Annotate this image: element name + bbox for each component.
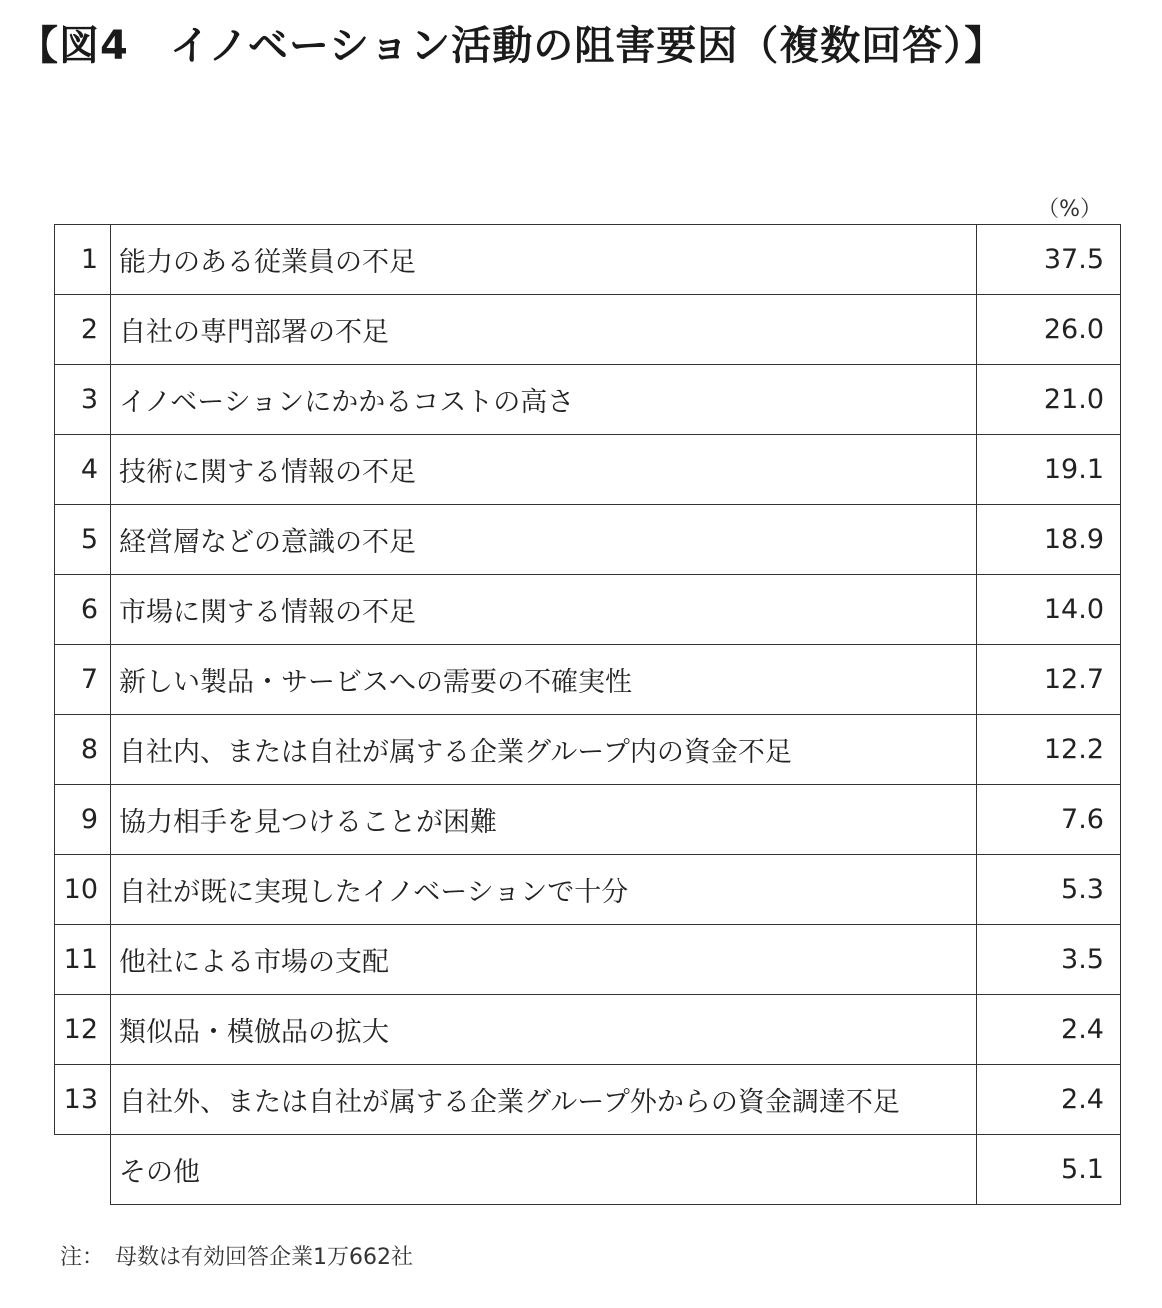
- table-row: [55, 505, 1121, 575]
- row-label: イノベーションにかかるコストの高さ: [111, 365, 977, 435]
- row-value: 26.0: [977, 295, 1121, 365]
- table-row: [55, 365, 1121, 435]
- row-number: 6: [55, 575, 111, 645]
- row-label: 自社が既に実現したイノベーションで十分: [111, 855, 977, 925]
- row-number: 3: [55, 365, 111, 435]
- row-label: 自社の専門部署の不足: [111, 295, 977, 365]
- row-label: 経営層などの意識の不足: [111, 505, 977, 575]
- row-value: 5.3: [977, 855, 1121, 925]
- row-number: 9: [55, 785, 111, 855]
- row-label: 能力のある従業員の不足: [111, 225, 977, 295]
- figure-title: 【図4 イノベーション活動の阻害要因（複数回答）】: [18, 23, 1006, 69]
- table-row: [55, 925, 1121, 995]
- row-label: 技術に関する情報の不足: [111, 435, 977, 505]
- row-value: 7.6: [977, 785, 1121, 855]
- table-row-other: [55, 1135, 1121, 1205]
- row-value: 12.7: [977, 645, 1121, 715]
- row-label: 市場に関する情報の不足: [111, 575, 977, 645]
- table-row: [55, 225, 1121, 295]
- row-value: 14.0: [977, 575, 1121, 645]
- row-number: 5: [55, 505, 111, 575]
- obstacles-table: [54, 224, 1121, 1205]
- table-row: [55, 645, 1121, 715]
- row-number: 2: [55, 295, 111, 365]
- unit-label: （%）: [1037, 197, 1102, 222]
- table-row: [55, 715, 1121, 785]
- footnote: 注： 母数は有効回答企業1万662社: [60, 1245, 413, 1270]
- table-row: [55, 435, 1121, 505]
- row-value: 21.0: [977, 365, 1121, 435]
- row-value: 3.5: [977, 925, 1121, 995]
- row-value: 19.1: [977, 435, 1121, 505]
- table-row: [55, 1065, 1121, 1135]
- row-label: 自社内、または自社が属する企業グループ内の資金不足: [111, 715, 977, 785]
- table-row: [55, 575, 1121, 645]
- row-label: 自社外、または自社が属する企業グループ外からの資金調達不足: [111, 1065, 977, 1135]
- row-number: 7: [55, 645, 111, 715]
- row-label: 新しい製品・サービスへの需要の不確実性: [111, 645, 977, 715]
- row-number: 10: [55, 855, 111, 925]
- row-number: 12: [55, 995, 111, 1065]
- row-number-empty: [55, 1135, 111, 1205]
- row-label: 類似品・模倣品の拡大: [111, 995, 977, 1065]
- row-value: 2.4: [977, 995, 1121, 1065]
- row-number: 11: [55, 925, 111, 995]
- row-number: 13: [55, 1065, 111, 1135]
- table-row: [55, 995, 1121, 1065]
- row-number: 8: [55, 715, 111, 785]
- row-label: 他社による市場の支配: [111, 925, 977, 995]
- table-row: [55, 855, 1121, 925]
- table-row: [55, 785, 1121, 855]
- row-number: 1: [55, 225, 111, 295]
- table-row: [55, 295, 1121, 365]
- row-value: 18.9: [977, 505, 1121, 575]
- row-label: その他: [111, 1135, 977, 1205]
- row-value: 5.1: [977, 1135, 1121, 1205]
- row-number: 4: [55, 435, 111, 505]
- row-value: 12.2: [977, 715, 1121, 785]
- row-value: 2.4: [977, 1065, 1121, 1135]
- row-label: 協力相手を見つけることが困難: [111, 785, 977, 855]
- row-value: 37.5: [977, 225, 1121, 295]
